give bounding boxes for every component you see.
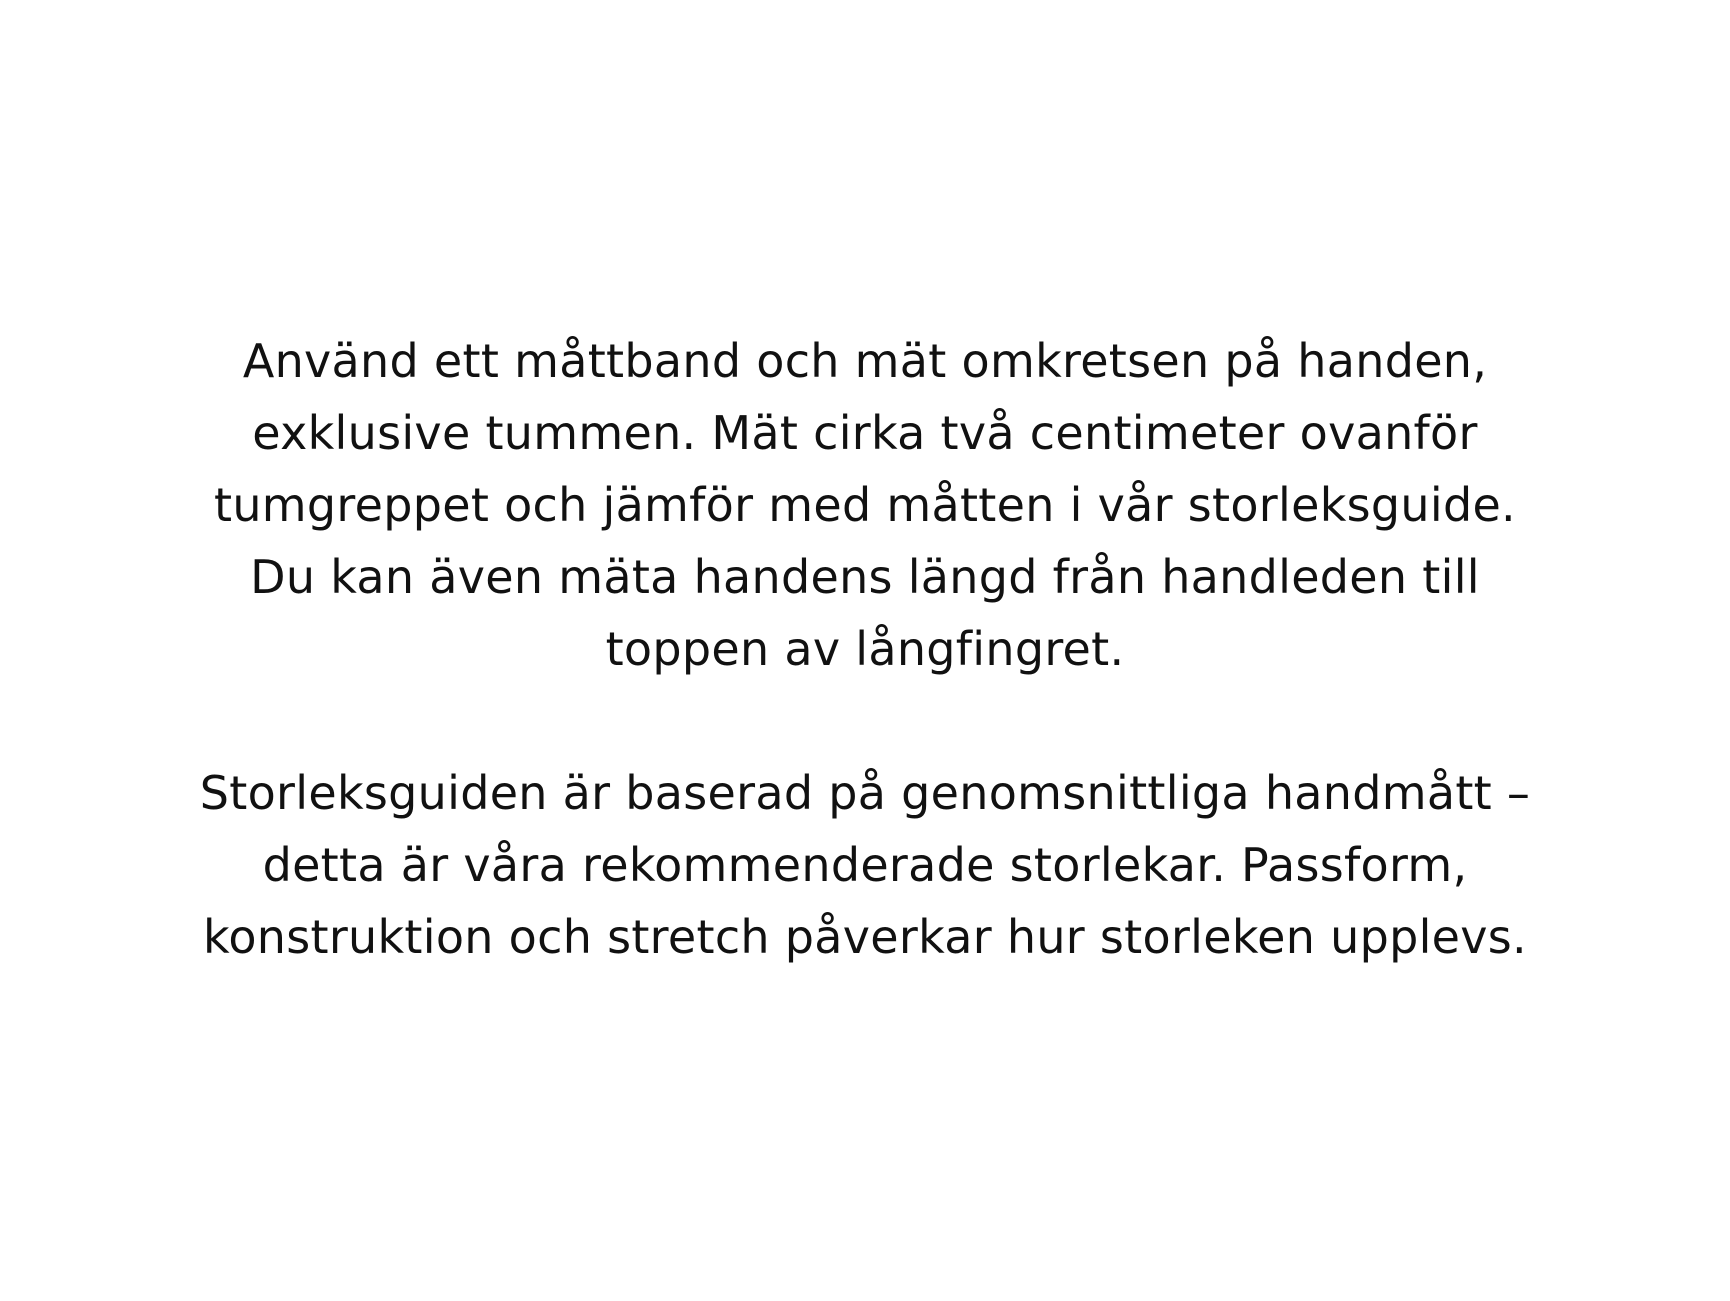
text-line: konstruktion och stretch påverkar hur storleken upplevs. (203, 910, 1527, 964)
measuring-instructions-paragraph (0, 325, 1730, 685)
paragraph-spacer (0, 685, 1730, 757)
text-line: toppen av långfingret. (605, 622, 1125, 676)
size-guide-text (0, 325, 1730, 973)
text-line: detta är våra rekommenderade storlekar. Passform, (262, 838, 1468, 892)
text-line: exklusive tummen. Mät cirka två centimeter ovanför (252, 406, 1478, 460)
text-line: tumgreppet och jämför med måtten i vår storleksguide. (214, 478, 1516, 532)
size-guide-note-paragraph (0, 757, 1730, 973)
text-line: Storleksguiden är baserad på genomsnittliga handmått – (199, 766, 1531, 820)
text-line: Använd ett måttband och mät omkretsen på handen, (242, 334, 1488, 388)
text-line: Du kan även mäta handens längd från handleden till (250, 550, 1480, 604)
